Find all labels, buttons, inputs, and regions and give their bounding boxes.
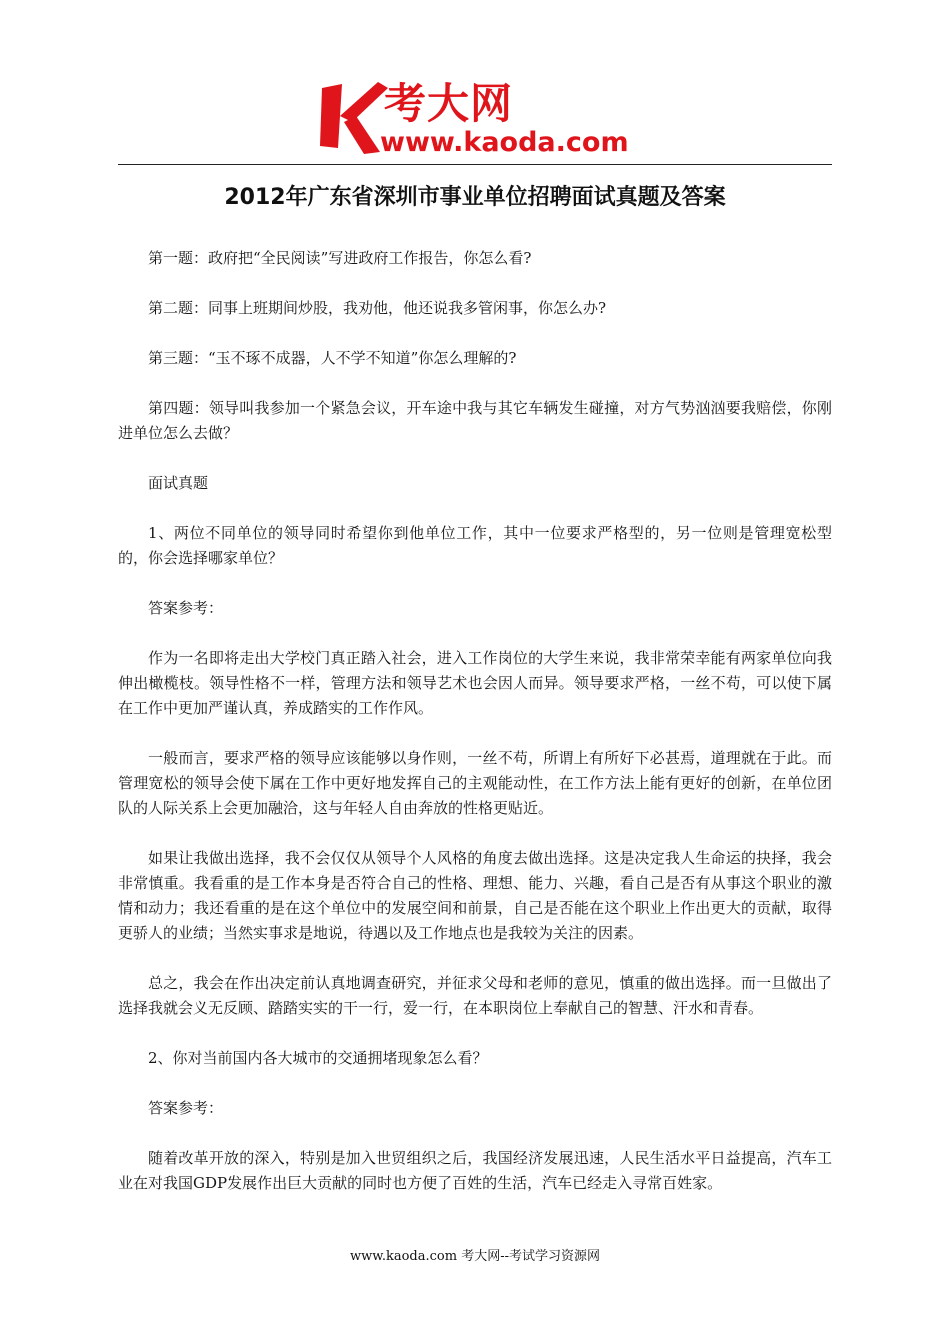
question: 1、两位不同单位的领导同时希望你到他单位工作，其中一位要求严格型的，另一位则是管理宽松型的，你会选择哪家单位？: [118, 524, 832, 567]
answer-label: 答案参考：: [148, 1099, 224, 1117]
kaoda-logo: [318, 79, 638, 160]
question: 2、你对当前国内各大城市的交通拥堵现象怎么看？: [148, 1049, 488, 1067]
page-footer: www.kaoda.com 考大网--考试学习资源网: [350, 1249, 600, 1264]
section-heading: 面试真题: [148, 474, 209, 492]
paragraph: 第二题：同事上班期间炒股，我劝他，他还说我多管闲事，你怎么办?: [148, 299, 607, 317]
paragraph: 总之，我会在作出决定前认真地调查研究，并征求父母和老师的意见，慎重的做出选择。而一旦做出了选择我就会义无反顾、踏踏实实的干一行，爱一行，在本职岗位上奉献自己的智慧、汗水和青春。: [118, 974, 832, 1017]
paragraph: 第四题：领导叫我参加一个紧急会议，开车途中我与其它车辆发生碰撞，对方气势汹汹要我赔偿，你刚进单位怎么去做？: [118, 399, 832, 442]
logo-chinese-text: 考大网: [384, 79, 514, 128]
answer-label: 答案参考：: [148, 599, 224, 617]
paragraph: 作为一名即将走出大学校门真正踏入社会，进入工作岗位的大学生来说，我非常荣幸能有两家单位向我伸出橄榄枝。领导性格不一样，管理方法和领导艺术也会因人而异。领导要求严格，一丝不苟，可以使下属在工作中更加严谨认真，养成踏实的工作作风。: [118, 649, 832, 717]
paragraph: 如果让我做出选择，我不会仅仅从领导个人风格的角度去做出选择。这是决定我人生命运的抉择，我会非常慎重。我看重的是工作本身是否符合自己的性格、理想、能力、兴趣，看自己是否有从事这个职业的激情和动力；我还看重的是在这个单位中的发展空间和前景，自己是否能在这个职业上作出更大的贡献，取得更骄人的业绩；当然实事求是地说，待遇以及工作地点也是我较为关注的因素。: [118, 849, 832, 942]
document-body: [118, 246, 832, 1221]
paragraph: 一般而言，要求严格的领导应该能够以身作则，一丝不苟，所谓上有所好下必甚焉，道理就在于此。而管理宽松的领导会使下属在工作中更好地发挥自己的主观能动性，在工作方法上能有更好的创新，在单位团队的人际关系上会更加融洽，这与年轻人自由奔放的性格更贴近。: [118, 749, 832, 817]
header-divider: [118, 164, 832, 165]
logo-url-text: www.kaoda.com: [380, 127, 629, 158]
paragraph: 随着改革开放的深入，特别是加入世贸组织之后，我国经济发展迅速，人民生活水平日益提高，汽车工业在对我国GDP发展作出巨大贡献的同时也方便了百姓的生活，汽车已经走入寻常百姓家。: [118, 1149, 832, 1192]
document-title: 2012年广东省深圳市事业单位招聘面试真题及答案: [224, 185, 726, 210]
k-logo-icon: [318, 82, 388, 154]
paragraph: 第三题：“玉不琢不成器，人不学不知道”你怎么理解的?: [148, 349, 517, 367]
paragraph: 第一题：政府把“全民阅读”写进政府工作报告，你怎么看?: [148, 249, 532, 267]
